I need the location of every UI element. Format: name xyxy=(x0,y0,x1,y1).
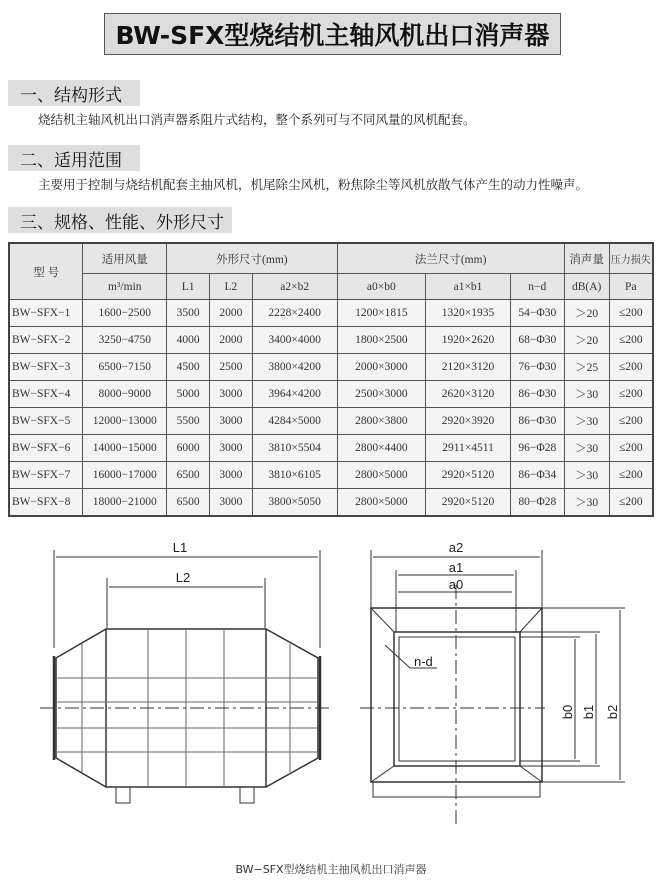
table-cell: 2000 xyxy=(210,327,253,354)
table-cell: 5000 xyxy=(167,381,210,408)
table-cell: 80−Φ28 xyxy=(510,489,564,517)
table-cell: 2911×4511 xyxy=(426,435,511,462)
table-cell: 5500 xyxy=(167,408,210,435)
table-cell: BW−SFX−8 xyxy=(9,489,83,517)
table-cell: 3250−4750 xyxy=(83,327,167,354)
header-pressure-unit: Pa xyxy=(609,274,653,300)
header-a1b1: a1×b1 xyxy=(426,274,511,300)
drawing-caption: BW−SFX型烧结机主抽风机出口消声器 xyxy=(235,863,427,876)
table-cell: 6500−7150 xyxy=(83,354,167,381)
table-row xyxy=(9,408,653,435)
table-cell: 68−Φ30 xyxy=(510,327,564,354)
label-b0: b0 xyxy=(560,704,575,720)
table-cell: 2920×3920 xyxy=(426,408,511,435)
table-cell: 16000−17000 xyxy=(83,462,167,489)
table-cell: 2800×5000 xyxy=(337,462,426,489)
table-cell: 2800×3800 xyxy=(337,408,426,435)
table-row xyxy=(9,435,653,462)
label-nd: n-d xyxy=(414,654,433,669)
table-cell: 2920×5120 xyxy=(426,489,511,517)
label-l2: L2 xyxy=(175,570,191,585)
table-row xyxy=(9,354,653,381)
flange xyxy=(394,632,520,766)
table-cell: 3500 xyxy=(167,300,210,327)
table-cell: ＞30 xyxy=(564,381,609,408)
section-heading-structure: 一、结构形式 xyxy=(8,80,140,106)
table-cell: 6500 xyxy=(167,462,210,489)
header-pressure: 压力损失 xyxy=(609,243,653,274)
table-cell: ≤200 xyxy=(609,327,653,354)
table-cell: 4000 xyxy=(167,327,210,354)
header-outer-size: 外形尺寸(mm) xyxy=(167,243,337,274)
table-row xyxy=(9,300,653,327)
table-cell: ≤200 xyxy=(609,354,653,381)
section-text-scope: 主要用于控制与烧结机配套主抽风机，机尾除尘风机，粉焦除尘等风机放散气体产生的动力性噪声。 xyxy=(38,177,589,192)
table-cell: 3000 xyxy=(210,381,253,408)
table-cell: 2120×3120 xyxy=(426,354,511,381)
silencer-drawing xyxy=(0,530,662,860)
table-cell: ＞25 xyxy=(564,354,609,381)
table-cell: 8000−9000 xyxy=(83,381,167,408)
table-cell: 4284×5000 xyxy=(252,408,337,435)
section-text-structure: 烧结机主轴风机出口消声器系阻片式结构，整个系列可与不同风量的风机配套。 xyxy=(38,112,476,127)
table-cell: ≤200 xyxy=(609,435,653,462)
table-cell: 54−Φ30 xyxy=(510,300,564,327)
table-cell: ＞30 xyxy=(564,408,609,435)
table-cell: 2000 xyxy=(210,300,253,327)
table-row xyxy=(9,381,653,408)
support-foot xyxy=(240,787,254,803)
table-cell: 76−Φ30 xyxy=(510,354,564,381)
table-cell: 2620×3120 xyxy=(426,381,511,408)
table-cell: BW−SFX−3 xyxy=(9,354,83,381)
table-cell: 3000 xyxy=(210,435,253,462)
header-nd: n−d xyxy=(510,274,564,300)
table-cell: 2228×2400 xyxy=(252,300,337,327)
table-cell: BW−SFX−7 xyxy=(9,462,83,489)
table-cell: 2800×5000 xyxy=(337,489,426,517)
table-cell: ≤200 xyxy=(609,408,653,435)
table-cell: 3810×6105 xyxy=(252,462,337,489)
table-row xyxy=(9,462,653,489)
table-cell: BW−SFX−4 xyxy=(9,381,83,408)
table-cell: 3964×4200 xyxy=(252,381,337,408)
table-cell: 1200×1815 xyxy=(337,300,426,327)
table-cell: BW−SFX−6 xyxy=(9,435,83,462)
table-cell: 86−Φ30 xyxy=(510,381,564,408)
table-cell: 96−Φ28 xyxy=(510,435,564,462)
table-cell: 3400×4000 xyxy=(252,327,337,354)
table-cell: 2000×3000 xyxy=(337,354,426,381)
label-a0: a0 xyxy=(448,577,464,592)
table-cell: 1800×2500 xyxy=(337,327,426,354)
table-cell: 3000 xyxy=(210,489,253,517)
table-cell: 6000 xyxy=(167,435,210,462)
header-airflow: 适用风量 xyxy=(83,243,167,274)
table-cell: 86−Φ30 xyxy=(510,408,564,435)
table-cell: 1600−2500 xyxy=(83,300,167,327)
header-airflow-unit: m³/min xyxy=(83,274,167,300)
table-cell: ＞20 xyxy=(564,300,609,327)
label-a2: a2 xyxy=(448,540,464,555)
table-cell: BW−SFX−5 xyxy=(9,408,83,435)
table-cell: ＞30 xyxy=(564,462,609,489)
table-cell: 1920×2620 xyxy=(426,327,511,354)
table-cell: ≤200 xyxy=(609,300,653,327)
label-l1: L1 xyxy=(172,540,188,555)
label-b2: b2 xyxy=(605,704,620,720)
table-cell: ＞20 xyxy=(564,327,609,354)
table-cell: 3000 xyxy=(210,408,253,435)
header-l2: L2 xyxy=(210,274,253,300)
header-noise: 消声量 xyxy=(564,243,609,274)
table-cell: ≤200 xyxy=(609,489,653,517)
table-row xyxy=(9,489,653,517)
spec-table xyxy=(8,242,654,517)
label-b1: b1 xyxy=(581,704,596,720)
section-heading-specs: 三、规格、性能、外形尺寸 xyxy=(8,207,232,233)
section-heading-scope: 二、适用范围 xyxy=(8,145,140,171)
table-cell: 4500 xyxy=(167,354,210,381)
table-cell: 3800×5050 xyxy=(252,489,337,517)
table-cell: ≤200 xyxy=(609,381,653,408)
support-foot xyxy=(116,787,130,803)
table-cell: 86−Φ34 xyxy=(510,462,564,489)
table-cell: 2500 xyxy=(210,354,253,381)
label-a1: a1 xyxy=(448,560,464,575)
header-noise-unit: dB(A) xyxy=(564,274,609,300)
header-a2b2: a2×b2 xyxy=(252,274,337,300)
table-cell: 3810×5504 xyxy=(252,435,337,462)
table-cell: BW−SFX−1 xyxy=(9,300,83,327)
table-cell: 18000−21000 xyxy=(83,489,167,517)
table-cell: 2500×3000 xyxy=(337,381,426,408)
table-cell: BW−SFX−2 xyxy=(9,327,83,354)
table-cell: 1320×1935 xyxy=(426,300,511,327)
table-cell: ＞30 xyxy=(564,489,609,517)
table-cell: 12000−13000 xyxy=(83,408,167,435)
table-cell: 2920×5120 xyxy=(426,462,511,489)
table-row xyxy=(9,327,653,354)
end-view xyxy=(360,550,625,825)
side-view xyxy=(40,550,330,803)
table-cell: ＞30 xyxy=(564,435,609,462)
table-cell: 3800×4200 xyxy=(252,354,337,381)
page-title: BW-SFX型烧结机主轴风机出口消声器 xyxy=(104,13,561,55)
table-cell: 2800×4400 xyxy=(337,435,426,462)
table-cell: 6500 xyxy=(167,489,210,517)
header-model: 型 号 xyxy=(9,243,83,300)
table-cell: 3000 xyxy=(210,462,253,489)
table-cell: 14000−15000 xyxy=(83,435,167,462)
table-cell: ≤200 xyxy=(609,462,653,489)
header-flange-size: 法兰尺寸(mm) xyxy=(337,243,564,274)
header-l1: L1 xyxy=(167,274,210,300)
header-a0b0: a0×b0 xyxy=(337,274,426,300)
